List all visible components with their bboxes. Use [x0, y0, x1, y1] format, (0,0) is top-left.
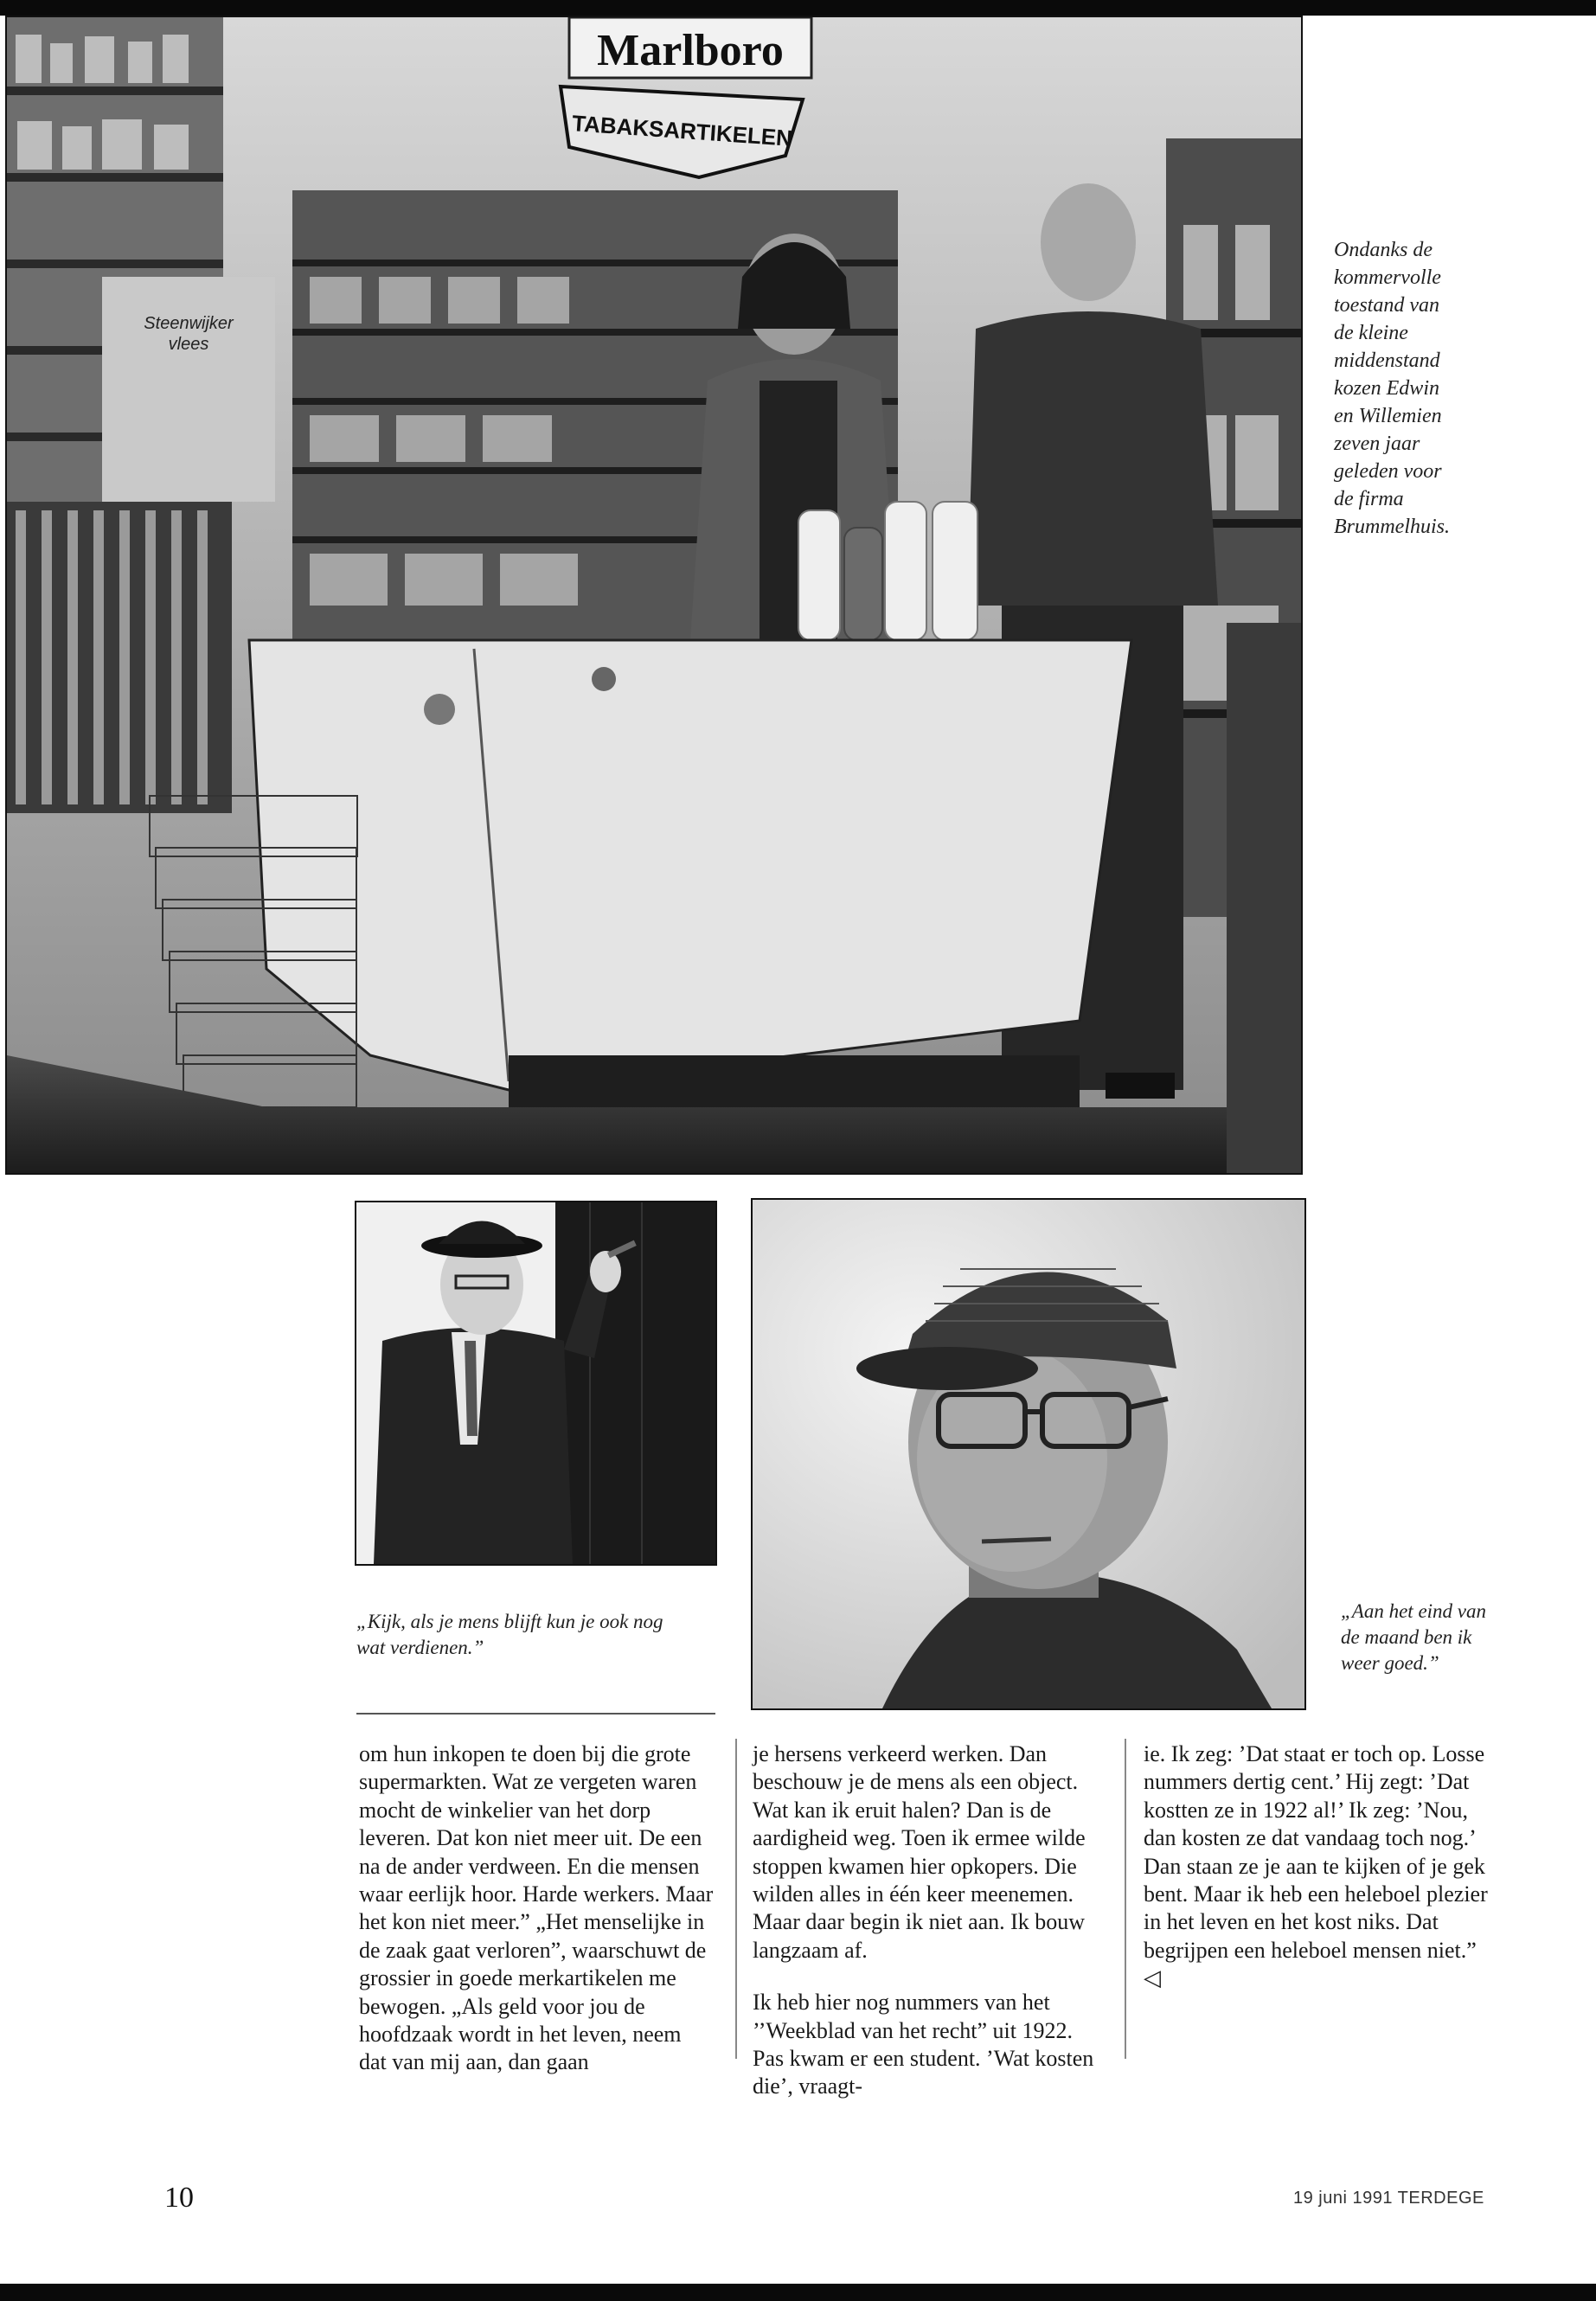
man-cigar-photo	[355, 1201, 717, 1566]
man-cap-caption: „Aan het eind van de maand ben ik weer goed.”	[1341, 1600, 1486, 1674]
caption-divider	[356, 1713, 715, 1715]
column-3-paragraph: ie. Ik zeg: ’Dat staat er toch op. Losse nummers dertig cent.’ Hij zegt: ’Dat kostten ze in 1922 al!’ Ik zeg: ’Nou, dan kosten ze dat vandaag toch nog.’ Dan staan ze je aan te kijken of je gek bent. Maar ik heb een heleboel plezier in het leven en het kost niks. Dat begrijpen een heleboel mensen niet.” ◁	[1144, 1741, 1488, 1991]
shop-photo-caption: Ondanks de kommervolle toestand van de kleine middenstand kozen Edwin en Willemien zeven jaar geleden voor de firma Brummelhuis.	[1334, 239, 1450, 538]
column-1-paragraph: om hun inkopen te doen bij die grote supermarkten. Wat ze vergeten waren mocht de winkelier van het dorp leveren. Dat kon niet meer uit. De een na de ander verdween. En die mensen waar eerlijk hoor. Harde werkers. Maar het kon niet meer.” „Het menselijke in de zaak gaat verloren”, waarschuwt de grossier in goede merkartikelen me bewogen. „Als geld voor jou de hoofdzaak wordt in het leven, neem dat van mij aan, dan gaan	[359, 1741, 714, 2075]
bag-print-text: Steenwijker vlees	[144, 314, 234, 354]
article-column-1	[359, 1740, 714, 2101]
page-frame-bottom	[0, 2284, 1596, 2301]
column-divider-1	[735, 1739, 737, 2059]
column-divider-2	[1125, 1739, 1126, 2059]
column-2-paragraph-2: Ik heb hier nog nummers van het ’’Weekblad van het recht” uit 1922. Pas kwam er een student. ’Wat kosten die’, vraagt-	[753, 1990, 1094, 2099]
man-cap-photo	[751, 1198, 1306, 1710]
article-column-2	[753, 1740, 1107, 2125]
article-column-3	[1144, 1740, 1498, 2017]
issue-info: 19 juni 1991 TERDEGE	[1293, 2189, 1484, 2208]
column-2-paragraph-1: je hersens verkeerd werken. Dan beschouw je de mens als een object. Wat kan ik eruit halen? Dan is de aardigheid weg. Toen ik ermee wilde stoppen kwamen hier opkopers. Die wilden alles in één keer meenemen. Maar daar begin ik niet aan. Ik bouw langzaam af.	[753, 1741, 1086, 1963]
page-number: 10	[164, 2182, 194, 2214]
shop-photo	[5, 16, 1303, 1175]
sign-label-text: TABAKSARTIKELEN	[571, 110, 793, 151]
man-cigar-caption: „Kijk, als je mens blijft kun je ook nog wat verdienen.”	[356, 1611, 663, 1658]
page-frame-top	[0, 0, 1596, 16]
sign-brand-text: Marlboro	[597, 26, 784, 75]
